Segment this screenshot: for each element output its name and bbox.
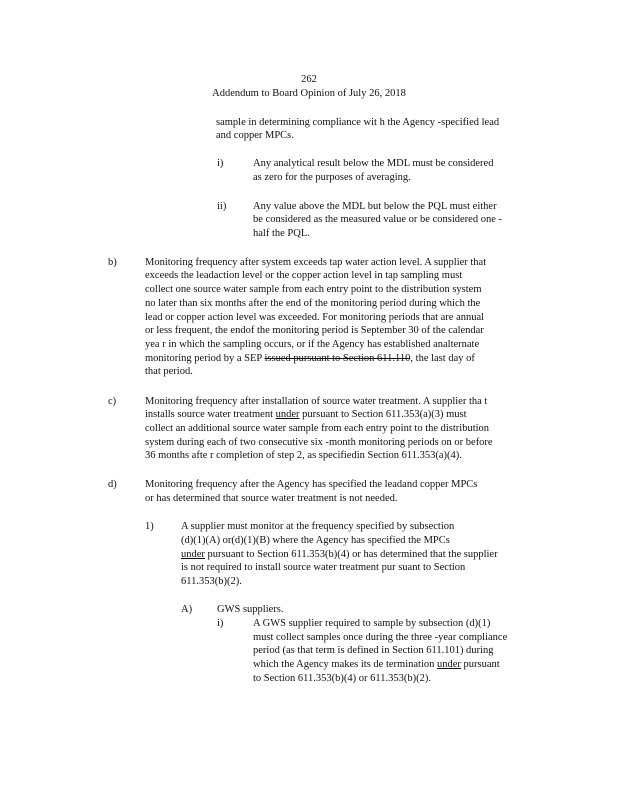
text-run: which the Agency makes its de termination	[253, 659, 437, 670]
page-title: Addendum to Board Opinion of July 26, 2018	[212, 88, 406, 99]
item-label: ii)	[217, 201, 227, 212]
section-text: yea r in which the sampling occurs, or if the Agency has established analternate	[145, 339, 480, 350]
inserted-text: under	[275, 409, 300, 420]
section-text: collect an additional source water sample from each entry point to the distribution	[145, 423, 490, 434]
item-text: A GWS supplier required to sample by subsection (d)(1)	[253, 618, 491, 629]
item-label: A)	[181, 604, 193, 615]
inserted-text: under	[437, 659, 461, 670]
item-text: (d)(1)(A) or(d)(1)(B) where the Agency has specified the MPCs	[181, 535, 450, 546]
item-label: i)	[217, 158, 224, 169]
section-text: 36 months afte r completion of step 2, as specifiedin Section 611.353(a)(4).	[145, 450, 462, 461]
intro-line: and copper MPCs.	[216, 130, 294, 141]
section-label: d)	[108, 479, 117, 490]
item-label: i)	[217, 618, 224, 629]
section-text: Monitoring frequency after system exceeds tap water action level. A supplier that	[145, 257, 487, 268]
section-text: collect one source water sample from each entry point to the distribution system	[145, 284, 482, 295]
item-text: half the PQL.	[253, 228, 310, 239]
item-text: A supplier must monitor at the frequency specified by subsection	[181, 521, 455, 532]
section-text: or has determined that source water treatment is not needed.	[145, 493, 398, 504]
text-run: monitoring period by a SEP	[145, 353, 265, 364]
section-text: that period.	[145, 366, 193, 377]
text-run: pursuant to Section 611.353(b)(4) or has determined that the supplier	[204, 549, 498, 560]
item-text: as zero for the purposes of averaging.	[253, 172, 411, 183]
section-text: Monitoring frequency after the Agency has specified the leadand copper MPCs	[145, 479, 478, 490]
section-text	[145, 352, 475, 365]
section-label: c)	[108, 396, 117, 407]
text-run: , the last day of	[410, 353, 475, 364]
section-text: Monitoring frequency after installation of source water treatment. A supplier tha t	[145, 396, 488, 407]
item-text	[253, 658, 500, 671]
text-run: pursuant	[460, 659, 500, 670]
item-text: is not required to install source water treatment pur suant to Section	[181, 562, 466, 573]
section-text: system during each of two consecutive six -month monitoring periods on or before	[145, 437, 493, 448]
struck-text: issued pursuant to Section 611.110	[264, 353, 411, 364]
text-run: pursuant to Section 611.353(a)(3) must	[299, 409, 467, 420]
inserted-text: under	[181, 549, 205, 560]
item-text	[181, 548, 498, 561]
item-text: GWS suppliers.	[217, 604, 284, 615]
item-label: 1)	[145, 521, 154, 532]
section-text	[145, 408, 467, 421]
section-text: lead or copper action level was exceeded. For monitoring periods that are annual	[145, 312, 485, 323]
item-text: Any analytical result below the MDL must be considered	[253, 158, 494, 169]
section-text: exceeds the leadaction level or the copper action level in tap sampling must	[145, 270, 463, 281]
item-text: Any value above the MDL but below the PQL must either	[253, 201, 497, 212]
item-text: must collect samples once during the three -year compliance	[253, 632, 508, 643]
item-text: period (as that term is defined in Section 611.101) during	[253, 645, 494, 656]
item-text: be considered as the measured value or be considered one -	[253, 214, 502, 225]
section-label: b)	[108, 257, 117, 268]
section-text: no later than six months after the end of the monitoring period during which the	[145, 298, 481, 309]
section-text: or less frequent, the endof the monitoring period is September 30 of the calendar	[145, 325, 484, 336]
text-run: installs source water treatment	[145, 409, 276, 420]
intro-line: sample in determining compliance wit h the Agency -specified lead	[216, 117, 500, 128]
item-text: to Section 611.353(b)(4) or 611.353(b)(2).	[253, 673, 431, 684]
item-text: 611.353(b)(2).	[181, 576, 242, 587]
page-number: 262	[301, 74, 317, 85]
